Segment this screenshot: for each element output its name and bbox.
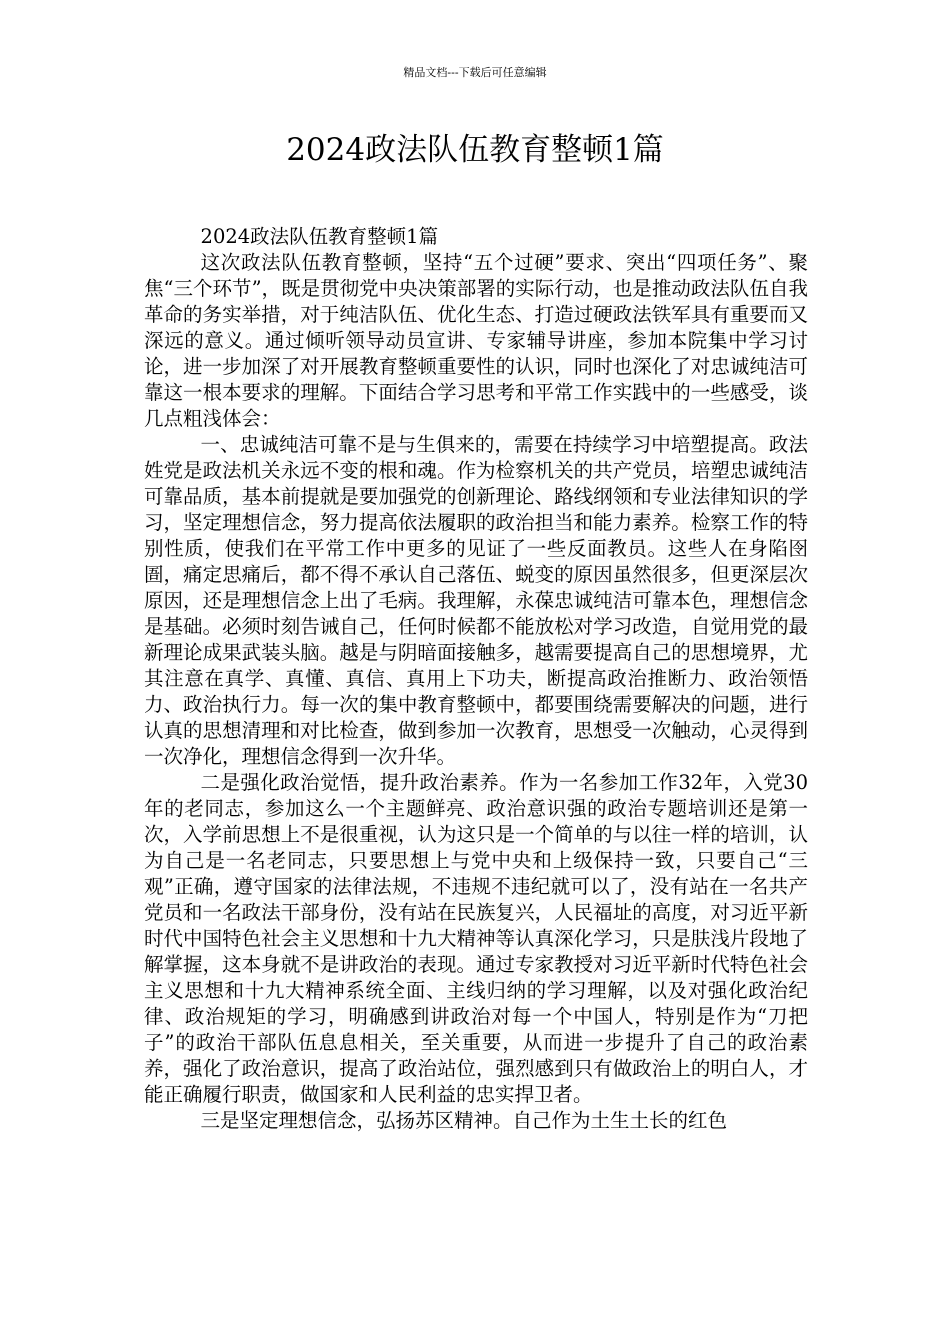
document-title: 2024政法队伍教育整顿1篇: [286, 132, 664, 168]
page-header-note: 精品文档---下载后可任意编辑: [403, 66, 547, 79]
body-paragraph-point-one: 一、忠诚纯洁可靠不是与生俱来的，需要在持续学习中培塑提高。政法姓党是政法机关永远不变的根和魂。作为检察机关的共产党员，培塑忠诚纯洁可靠品质，基本前提就是要加强党的创新理论、路线纲领和专业法律知识的学习，坚定理想信念，努力提高依法履职的政治担当和能力素养。检察工作的特别性质，使我们在平常工作中更多的见证了一些反面教员。这些人在身陷囹圄，痛定思痛后，都不得不承认自己落伍、蜕变的原因虽然很多，但更深层次原因，还是理想信念上出了毛病。我理解，永葆忠诚纯洁可靠本色，理想信念是基础。必须时刻告诫自己，任何时候都不能放松对学习改造，自觉用党的最新理论成果武装头脑。越是与阴暗面接触多，越需要提高自己的思想境界，尤其注意在真学、真懂、真信、真用上下功夫，断提高政治推断力、政治领悟力、政治执行力。每一次的集中教育整顿中，都要围绕需要解决的问题，进行认真的思想清理和对比检查，做到参加一次教育，思想受一次触动，心灵得到一次净化，理想信念得到一次升华。: [144, 433, 808, 768]
document-body: [144, 224, 808, 1134]
body-paragraph-intro: 这次政法队伍教育整顿，坚持“五个过硬”要求、突出“四项任务”、聚焦“三个环节”，既是贯彻党中央决策部署的实际行动，也是推动政法队伍自我革命的务实举措，对于纯洁队伍、优化生态、打造过硬政法铁军具有重要而又深远的意义。通过倾听领导动员宣讲、专家辅导讲座，参加本院集中学习讨论，进一步加深了对开展教育整顿重要性的认识，同时也深化了对忠诚纯洁可靠这一根本要求的理解。下面结合学习思考和平常工作实践中的一些感受，谈几点粗浅体会：: [144, 251, 808, 430]
body-paragraph-point-three: 三是坚定理想信念，弘扬苏区精神。自己作为土生土长的红色: [200, 1109, 728, 1132]
body-paragraph-subtitle: 2024政法队伍教育整顿1篇: [200, 225, 439, 248]
body-paragraph-point-two: 二是强化政治觉悟，提升政治素养。作为一名参加工作32年，入党30年的老同志，参加这么一个主题鲜亮、政治意识强的政治专题培训还是第一次，入学前思想上不是很重视，认为这只是一个简单的与以往一样的培训，认为自己是一名老同志，只要思想上与党中央和上级保持一致，只要自己“三观”正确，遵守国家的法律法规，不违规不违纪就可以了，没有站在一名共产党员和一名政法干部身份，没有站在民族复兴，人民福址的高度，对习近平新时代中国特色社会主义思想和十九大精神等认真深化学习，只是肤浅片段地了解掌握，这本身就不是讲政治的表现。通过专家教授对习近平新时代特色社会主义思想和十九大精神系统全面、主线归纳的学习理解，以及对强化政治纪律、政治规矩的学习，明确感到讲政治对每一个中国人，特别是作为“刀把子”的政治干部队伍息息相关，至关重要，从而进一步提升了自己的政治素养，强化了政治意识，提高了政治站位，强烈感到只有做政治上的明白人，才能正确履行职责，做国家和人民利益的忠实捍卫者。: [144, 771, 808, 1106]
